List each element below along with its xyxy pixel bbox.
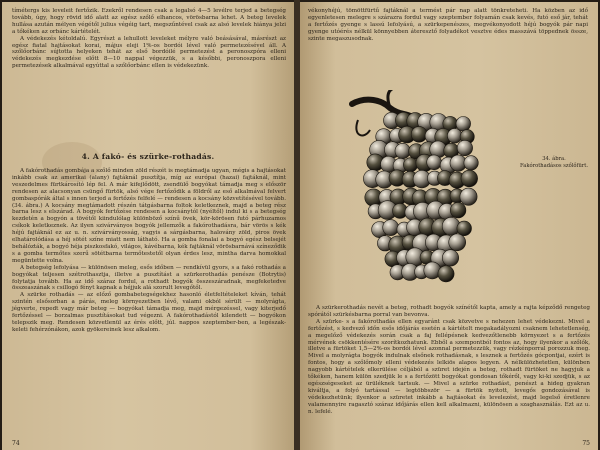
paragraph: A fakórothadás gombája a szőlő minden zöld részét is megtámadja ugyan, mégis a hajtásokat inkább csak az amerikai (alany) fajtáknál pusztítja, míg az európai (hazai) fajtáknál, mint veszedelmes fürtkárosító lép fel. A már kifejlődött, zsendülő bogyókat támadja meg s először rendesen az alacsonyan csüngő fürtök, alsó vége fertőződik a földről az eső alkalmával felvert gombaspórák által s innen terjed a fertőzés felfelé — rendesen a kocsány közvetítésével tovább. (34. ábra.) A kocsány megtámadott részén tátgásbarna foltok keletkeznek, majd a beteg rész barna lesz s elszárad. A bogyók fertőzése rendesen a kocsánytól (nyéltől) indul ki s a betegség kezdetén a bogyón a tövétől kiindulólag különböző színű övek, kör-körösen futó párhuzamos csíkok keletkeznek. Az ilyen szivárványos bogyók jellemzők a fakórothadásra, bár vörös s kék héjú fajtáknál ez az u. n. szivárványosság, vagyis a sárgásbarna, halovány zöld, piros övek elhatárolódása a héj sötét színe miatt nem látható. Ha a gomba fonalai a bogyó egész belsejét behálózták, a bogyó héja piszkosfakó, világos, kávébarna, kék fajtáknál vörösbarnává színeződik s a gomba termőtes szerű sötétbarna termőtestetől olyan érdes lesz, mintha darva homokkal megüntette volna.	[12, 168, 286, 264]
right-page	[300, 2, 598, 450]
paragraph: A védekezés kétoldalú. Egyrészt a lehullott leveleket mélyre való beásásával, másrészt az egész fiatal hajtásokat korai, május eleji 1%-os bordói lével való permetezésével áll. A szőlőorbánc sújtotta helyeken tehát az első bordóilé permetezést a peronoszpóra elleni védekezés megkezdése előtt 8—10 nappal végezzük, s a későbbi, peronoszpora elleni permetezések alkalmával egyúttal a szőlőorbánc ellen is védekezünk.	[12, 35, 286, 70]
berry-group	[363, 112, 478, 282]
paragraph: A szürke- s a fakórothadás ellen egyaránt csak közvetve s nehezen lehet védekezni. Mivel a fertőzést, s kedvező időn esős időjárás esetén a kártételt megakadályozni csaknem lehetetlenség, a megelőző védekezés során csak a faj fellépésnek kedvezőtlenebb környezet s a fertőzés mérvének csökkentésére szorítkozhatunk. Ebből a szempontból fontos az, hogy ilyenkor a szőlők, illetve a fürtöket 1,5—2%-os bordói lével azonnal permetezzük, vagy rézkénporral porozzuk meg. Mivel a molyrágta bogyók indulnak elsőnek rothadásnak, s lesznek a fertőzés gócpontjai, ezért is fontos, hogy a szőlőmoly elleni védekezés lelkiös alapos legyen. A nélkülözhetetlen, különben nagyobb kártételek elkerülése céljából a szüret idején a beteg, rothadt fürtöket ne hagyjuk a tőkéken, hanem külön szedjük le s a fertőzött bogyókat gondosan tőkéről, vagy ki-ki szedjük, s az egészségeseket az ürüléknek tartsuk. — Mivel a szürke rothadást, penészt a hideg gyakran kiváltja, a folyó tartással — legtöbbször — a fürtök nyitott, levegős gondozásával is védekezhetünk; ilyenkor a szüretet inkább a hajtásokat és levelezést, majd legelső éretlenre valamennyire ragasztó száraz időjárás ellen kell alkalmazni, különösen a szaghasználás. Ezt az u. n. lefelé.	[308, 318, 590, 415]
right-body-text	[308, 305, 590, 416]
grape-berry	[450, 202, 466, 218]
grape-berry	[456, 117, 471, 132]
paragraph: A betegség lefolyása — különösen meleg, esős időben — rendkívül gyors, s a fakó rothadás a bogyókat teljesen szétrothasztja, illetve a pusztítást a szürkerothadás penésze (Botrytis) folytatja tovább. Ha az idő száraz fordul, a rothadt bogyók összeszáradnak, megfeketedve összeaszának s csillogó fényt kapnak a héjjuk alá szorult levegőtől.	[12, 264, 286, 292]
grape-berry	[464, 156, 478, 170]
left-body-text	[12, 168, 286, 334]
grape-berry	[457, 140, 472, 155]
grape-berry	[403, 158, 417, 172]
paragraph: A szürkerothadás nevét a beteg, rothadt bogyók színétől kapta, amely a rajta képződő rengeteg spórától szürkésbarna porral van bevonva.	[308, 305, 590, 318]
grape-berry	[383, 220, 399, 236]
left-page	[2, 2, 294, 450]
figure-caption	[514, 156, 594, 170]
grape-cluster-figure	[330, 90, 500, 300]
paragraph: A szürke rothadás — az előző gombabetegségekhez hasonló életfeltételeket kíván, tehát szintén elsősorban a párás, meleg környezetben lévő, valami okból sérült — molyrágta, jégverte, repedt vagy már beteg — bogyókat támadja meg, majd mérgezéssel, vagy kiterjedő fertőzéssel — borzalmas pusztításokat tud végezni. A fakórothadástól kilendett — bogyókon telepszik meg. Rendesen közvetlenül az érés előtt, júl. nappos szeptember-ben, a legészak-keleti fehérzónákon, azok gyökereinek lesz alkalom.	[12, 292, 286, 333]
grape-berry	[427, 155, 442, 170]
page-number: 74	[12, 440, 20, 447]
grape-berry	[449, 234, 466, 251]
section-heading: 4. A fakó- és szürke-rothadás.	[81, 152, 215, 161]
grape-berry	[395, 143, 410, 158]
left-top-text	[12, 8, 286, 70]
grape-berry	[460, 188, 477, 205]
tendril	[356, 120, 370, 135]
grape-berry	[411, 126, 427, 142]
grape-berry	[447, 129, 462, 144]
page-number: 75	[582, 440, 590, 447]
grape-berry	[457, 221, 472, 236]
figure-title: Fakórothadásos szőlőfürt.	[519, 163, 588, 169]
paragraph: vékonyhéjú, tömöttfürtű fajtáknál a termést pár nap alatt tönkreteheti. Ha közben az idő egyenletesen melegre s szárazra fordul vagy szeptember folyamán csak kevés, futó eső jár, tehát a fertőzés gyenge s lassú lefolyású, a szürkepenészes, megvékonyodott héjú bogyók pár napi gyenge utóérés nélkül könnyebben áteresztő folyadékot vesztve édes masszává töppednek össze, szinte megaszusodnak.	[308, 8, 588, 42]
grape-berry	[461, 170, 478, 187]
figure-number: 34. ábra.	[542, 156, 566, 162]
grape-berry	[438, 266, 454, 282]
paragraph: tímétergs kis leveleit fertőzik. Ezekről rendesen csak a legalsó 4—5 levélre terjed a betegség tovább, úgy, hogy rövid idő alatt az egész szőlő elhancos, vörösbarna lehet. A beteg levelek hullása azután mélyen végétől julius végéig tart, megszűntével csak az alsó levelek hiánya jelzi a tőkéken az orbánc kártételét.	[12, 8, 286, 35]
right-top-text	[308, 8, 588, 43]
grape-berry	[442, 250, 458, 266]
